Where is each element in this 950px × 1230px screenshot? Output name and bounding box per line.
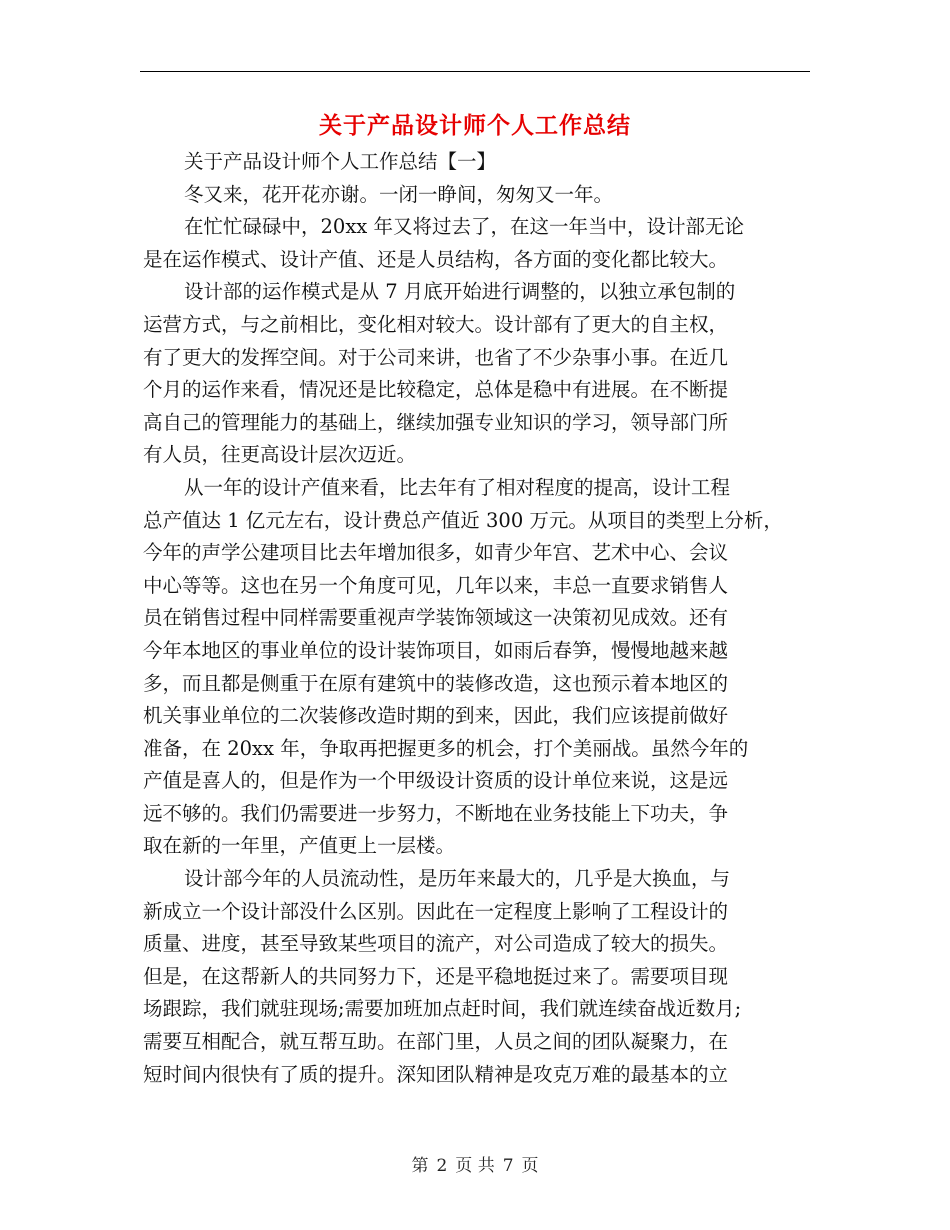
text-line: 员在销售过程中同样需要重视声学装饰领域这一决策初见成效。还有 [143,606,729,630]
text-line: 多，而且都是侧重于在原有建筑中的装修改造，这也预示着本地区的 [143,671,729,695]
text-line: 中心等等。这也在另一个角度可见，几年以来，丰总一直要求销售人 [143,573,729,597]
header-rule [140,71,810,72]
footer-page-number: 2 [436,1156,448,1176]
text-line: 总产值达 1 亿元左右，设计费总产值近 300 万元。从项目的类型上分析， [143,508,783,532]
text-line: 在忙忙碌碌中，20xx 年又将过去了，在这一年当中，设计部无论 [184,215,745,239]
footer-mid: 页 共 [455,1156,495,1176]
text-line: 质量、进度，甚至导致某些项目的流产，对公司造成了较大的损失。 [143,932,729,956]
text-line: 准备，在 20xx 年，争取再把握更多的机会，打个美丽战。虽然今年的 [143,736,749,760]
text-line: 今年的声学公建项目比去年增加很多，如青少年宫、艺术中心、会议 [143,541,729,565]
document-body [143,146,811,1091]
text-line: 取在新的一年里，产值更上一层楼。 [143,834,456,858]
text-line: 产值是喜人的，但是作为一个甲级设计资质的设计单位来说，这是远 [143,769,729,793]
footer-suffix: 页 [521,1156,539,1176]
text-line: 有人员，往更高设计层次迈近。 [143,443,417,467]
text-line: 场跟踪，我们就驻现场;需要加班加点赶时间，我们就连续奋战近数月; [143,997,742,1021]
text-line: 运营方式，与之前相比，变化相对较大。设计部有了更大的自主权， [143,312,729,336]
text-line: 远不够的。我们仍需要进一步努力，不断地在业务技能上下功夫，争 [143,801,729,825]
text-line: 冬又来，花开花亦谢。一闭一睁间，匆匆又一年。 [184,182,614,206]
text-line: 从一年的设计产值来看，比去年有了相对程度的提高，设计工程 [184,475,731,499]
text-line: 个月的运作来看，情况还是比较稳定，总体是稳中有进展。在不断提 [143,378,729,402]
text-line: 关于产品设计师个人工作总结【一】 [184,150,497,173]
footer-prefix: 第 [411,1156,429,1176]
page-footer [0,1154,950,1178]
footer-page-total: 7 [502,1156,514,1176]
text-line: 设计部的运作模式是从 7 月底开始进行调整的，以独立承包制的 [184,280,736,304]
text-line: 高自己的管理能力的基础上，继续加强专业知识的学习，领导部门所 [143,410,729,434]
text-line: 新成立一个设计部没什么区别。因此在一定程度上影响了工程设计的 [143,899,729,923]
text-line: 设计部今年的人员流动性，是历年来最大的，几乎是大换血，与 [184,867,731,891]
text-line: 但是，在这帮新人的共同努力下，还是平稳地挺过来了。需要项目现 [143,964,729,988]
text-line: 是在运作模式、设计产值、还是人员结构，各方面的变化都比较大。 [143,247,729,271]
document-title: 关于产品设计师个人工作总结 [319,112,631,139]
text-line: 今年本地区的事业单位的设计装饰项目，如雨后春笋，慢慢地越来越 [143,638,729,662]
text-line: 需要互相配合，就互帮互助。在部门里，人员之间的团队凝聚力，在 [143,1030,729,1054]
text-line: 机关事业单位的二次装修改造时期的到来，因此，我们应该提前做好 [143,704,729,728]
text-line: 有了更大的发挥空间。对于公司来讲，也省了不少杂事小事。在近几 [143,345,729,369]
text-line: 短时间内很快有了质的提升。深知团队精神是攻克万难的最基本的立 [143,1062,729,1086]
